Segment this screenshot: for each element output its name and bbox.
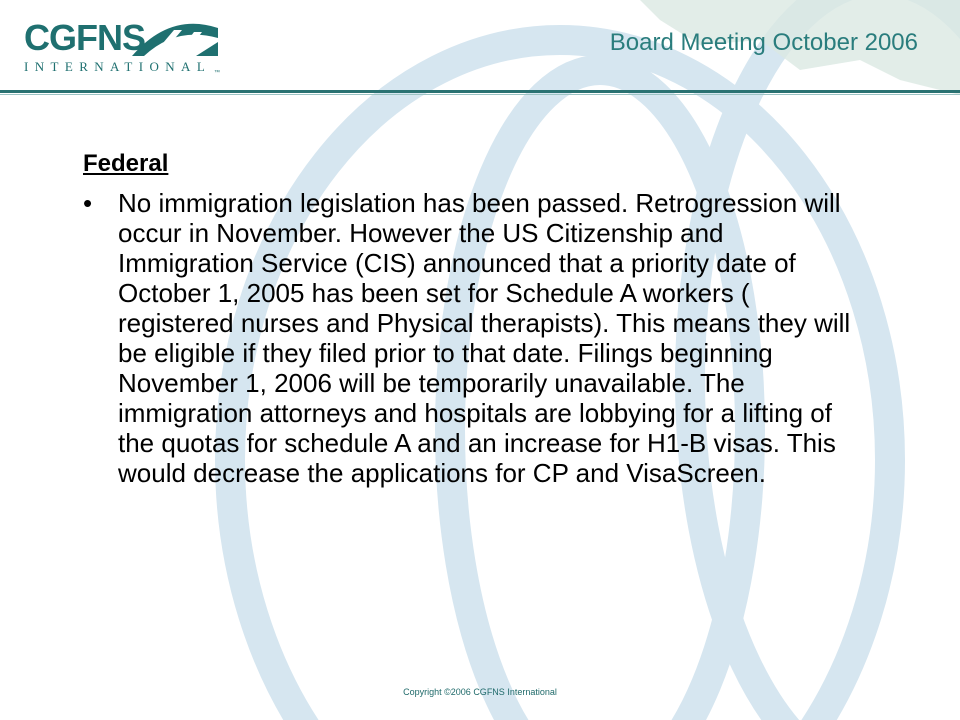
copyright-notice: Copyright ©2006 CGFNS International	[403, 687, 557, 697]
meeting-title: Board Meeting October 2006	[609, 29, 918, 56]
logo-subtitle: INTERNATIONAL	[24, 59, 212, 74]
header-divider	[0, 90, 960, 93]
bullet-item	[83, 188, 873, 488]
logo-wordmark: CGFNS	[24, 17, 145, 58]
header	[0, 0, 960, 90]
slide-body	[83, 148, 873, 488]
header-divider-thin	[0, 94, 960, 95]
cgfns-logo	[18, 14, 228, 80]
bullet-marker: •	[83, 188, 93, 218]
section-heading: Federal	[83, 150, 169, 177]
logo-trademark: ™	[214, 70, 220, 76]
bullet-text: No immigration legislation has been passed. Retrogression will occur in November. However the US Citizenship and Immigration Service (CIS) announced that a priority date of October 1, 2005 has been set for Schedule A workers ( registered nurses and Physical therapists). This means they will be eligible if they filed prior to that date. Filings beginning November 1, 2006 will be temporarily unavailable. The immigration attorneys and hospitals are lobbying for a lifting of the quotas for schedule A and an increase for H1-B visas. This would decrease the applications for CP and VisaScreen.	[118, 188, 851, 488]
